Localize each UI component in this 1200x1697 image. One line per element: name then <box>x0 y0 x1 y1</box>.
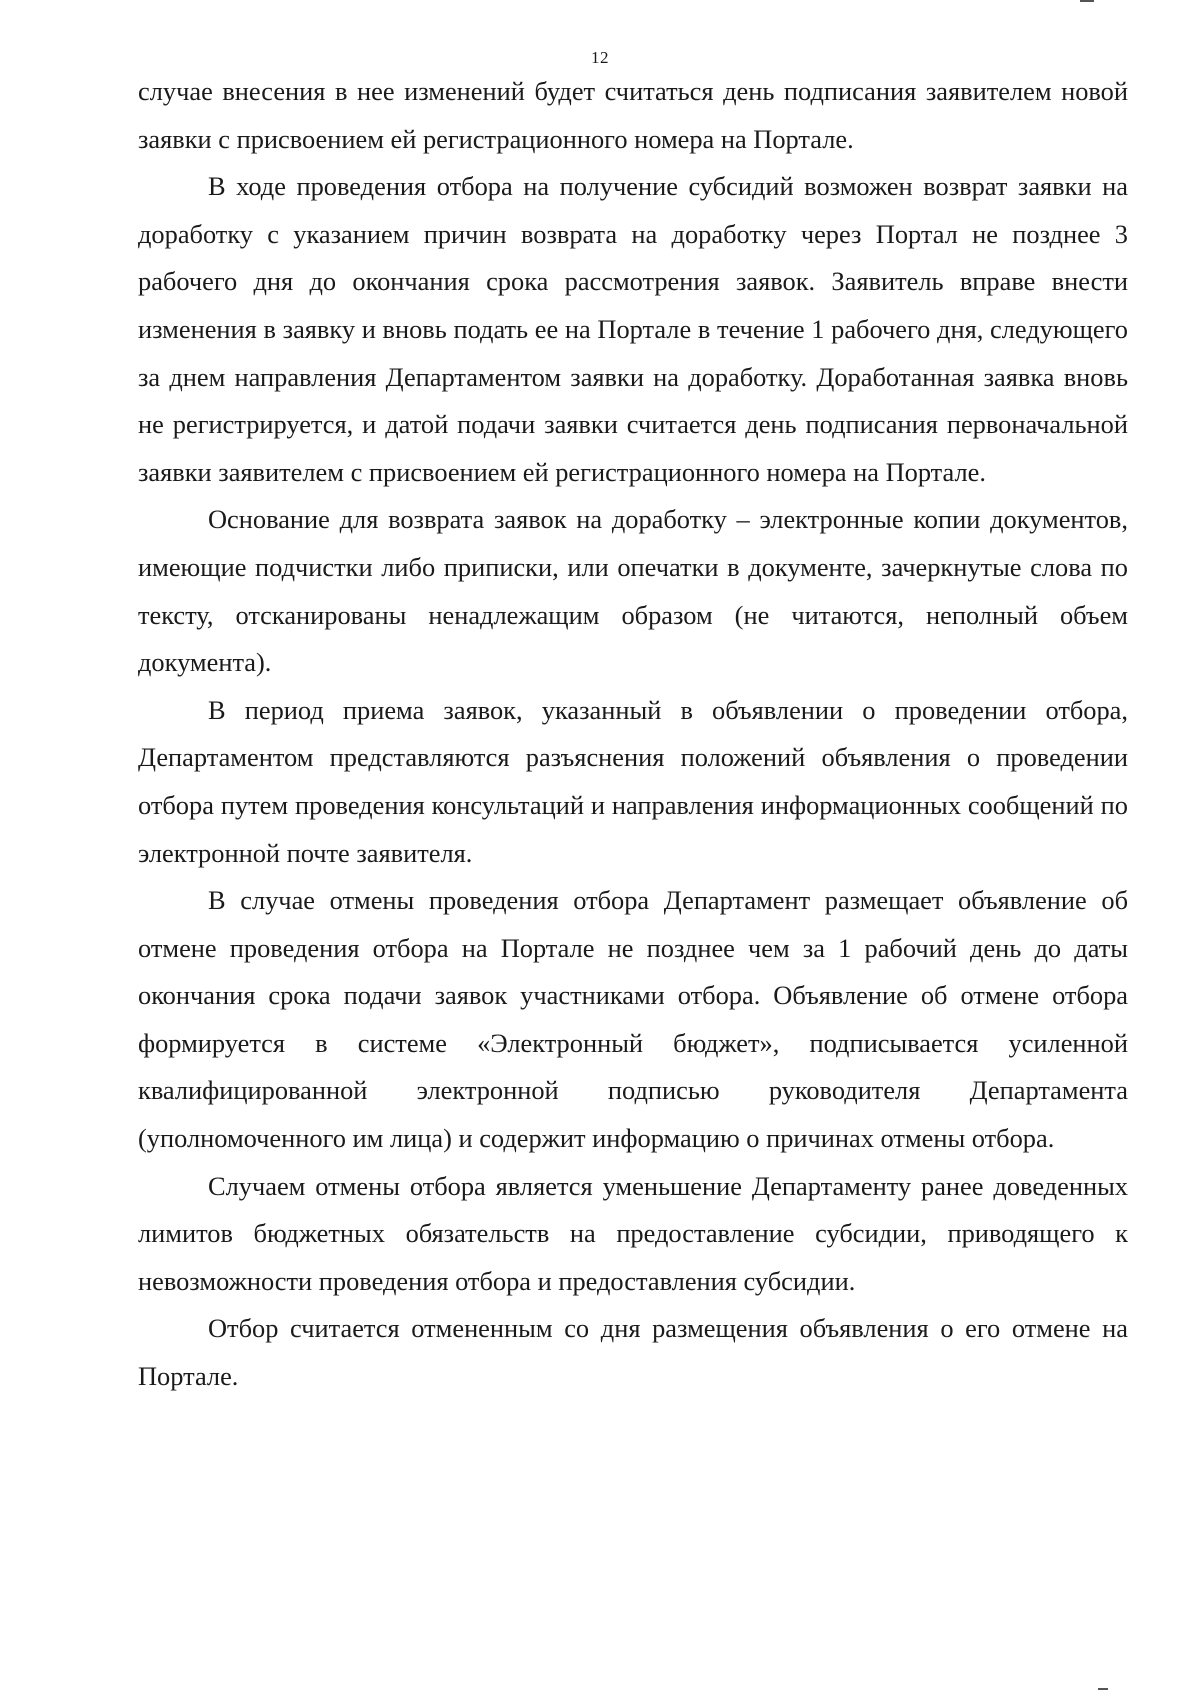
scan-mark-bottom-right <box>1098 1688 1108 1690</box>
paragraph-6: Случаем отмены отбора является уменьшение Департаменту ранее доведенных лимитов бюджетных обязательств на предоставление субсидии, приводящего к невозможности проведения отбора и предоставления субсидии. <box>138 1170 1128 1296</box>
paragraph-7: Отбор считается отмененным со дня размещения объявления о его отмене на Портале. <box>138 1313 1128 1392</box>
paragraph-4: В период приема заявок, указанный в объявлении о проведении отбора, Департаментом представляются разъяснения положений объявления о проведении отбора путем проведения консультаций и направления информационных сообщений по электронной почте заявителя. <box>138 694 1128 868</box>
paragraph-5: В случае отмены проведения отбора Департамент размещает объявление об отмене проведения отбора на Портале не позднее чем за 1 рабочий день до даты окончания срока подачи заявок участниками отбора. Объявление об отмене отбора формируется в системе «Электронный бюджет», подписывается усиленной квалифицированной электронной подписью руководителя Департамента (уполномоченного им лица) и содержит информацию о причинах отмены отбора. <box>138 885 1128 1154</box>
paragraph-2: В ходе проведения отбора на получение субсидий возможен возврат заявки на доработку с указанием причин возврата на доработку через Портал не позднее 3 рабочего дня до окончания срока рассмотрения заявок. Заявитель вправе внести изменения в заявку и вновь подать ее на Портале в течение 1 рабочего дня, следующего за днем направления Департаментом заявки на доработку. Доработанная заявка вновь не регистрируется, и датой подачи заявки считается день подписания первоначальной заявки заявителем с присвоением ей регистрационного номера на Портале. <box>138 171 1128 487</box>
scan-mark-top-right <box>1080 0 1094 2</box>
page-number: 12 <box>591 48 609 67</box>
paragraph-1: случае внесения в нее изменений будет считаться день подписания заявителем новой заявки с присвоением ей регистрационного номера на Портале. <box>138 76 1128 154</box>
paragraph-3: Основание для возврата заявок на доработку – электронные копии документов, имеющие подчистки либо приписки, или опечатки в документе, зачеркнутые слова по тексту, отсканированы ненадлежащим образом (не читаются, неполный объем документа). <box>138 504 1128 678</box>
document-body <box>138 68 1128 1401</box>
